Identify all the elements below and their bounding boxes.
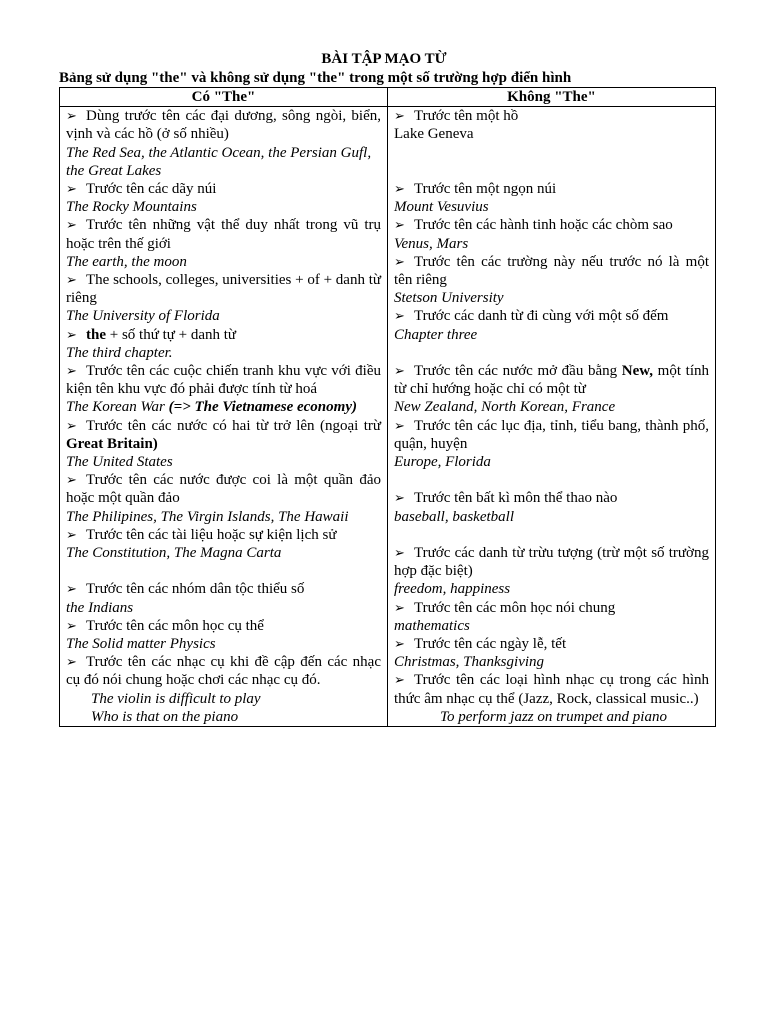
rule-item: ➢ Trước tên các loại hình nhạc cụ trong các hình thức âm nhạc cụ thể (Jazz, Rock, classical music..) [394, 672, 709, 707]
example-text: The Constitution, The Magna Carta [66, 545, 282, 562]
bullet-arrow-icon: ➢ [394, 636, 405, 652]
bullet-arrow-icon: ➢ [66, 108, 77, 124]
rule-item: ➢ Trước các danh từ đi cùng với một số đếm [394, 308, 669, 325]
bullet-arrow-icon: ➢ [394, 672, 405, 688]
example-text: baseball, basketball [394, 508, 514, 525]
rule-item: ➢ Trước tên các môn học cụ thể [66, 617, 264, 634]
rule-item: ➢ Trước tên các môn học nói chung [394, 599, 616, 616]
rule-item: ➢ Trước tên các nhóm dân tộc thiểu số [66, 581, 305, 598]
page-title: BÀI TẬP MẠO TỪ [321, 51, 447, 67]
spacer [394, 526, 709, 544]
bullet-arrow-icon: ➢ [66, 417, 77, 433]
rule-item: ➢ Trước tên các nhạc cụ khi đề cập đến các nhạc cụ đó nói chung hoặc chơi các nhạc cụ đó. [66, 654, 381, 689]
example-text: Europe, Florida [394, 454, 491, 471]
rule-item: ➢ Trước tên một hồ [394, 108, 519, 125]
bullet-arrow-icon: ➢ [66, 217, 77, 233]
rule-item: ➢ Trước tên các nước được coi là một quần đảo hoặc một quần đảo [66, 472, 381, 507]
bullet-arrow-icon: ➢ [394, 180, 405, 196]
bullet-arrow-icon: ➢ [66, 654, 77, 670]
bullet-arrow-icon: ➢ [66, 617, 77, 633]
bullet-arrow-icon: ➢ [66, 272, 77, 288]
spacer [394, 144, 709, 162]
page-subtitle: Bảng sử dụng "the" và không sử dụng "the" trong một số trường hợp điển hình [59, 70, 572, 86]
rule-item: ➢ Trước tên các trường này nếu trước nó là một tên riêng [394, 253, 709, 288]
bullet-arrow-icon: ➢ [394, 490, 405, 506]
rule-item: ➢ Trước tên một ngọn núi [394, 180, 557, 197]
example-text: The Red Sea, the Atlantic Ocean, the Persian Gufl, the Great Lakes [66, 144, 372, 179]
rule-item: ➢ Dùng trước tên các đại dương, sông ngòi, biển, vịnh và các hồ (ở số nhiều) [66, 108, 381, 143]
bullet-arrow-icon: ➢ [66, 326, 77, 342]
bullet-arrow-icon: ➢ [66, 581, 77, 597]
rule-item: ➢ Trước tên các nước mở đầu bằng New, một tính từ chỉ hướng hoặc chỉ có một từ [394, 363, 709, 398]
example-text: mathematics [394, 617, 470, 634]
example-text: To perform jazz on trumpet and piano [440, 708, 667, 725]
bullet-arrow-icon: ➢ [394, 217, 405, 233]
spacer [66, 562, 381, 580]
rule-item: ➢ Trước tên các nước có hai từ trở lên (ngoại trừ Great Britain) [66, 417, 381, 452]
spacer [394, 162, 709, 180]
table-row [60, 107, 716, 727]
example-text: Who is that on the piano [91, 708, 239, 725]
example-text: New Zealand, North Korean, France [394, 399, 616, 416]
rule-item: ➢ Trước tên bất kì môn thể thao nào [394, 490, 618, 507]
example-text: Venus, Mars [394, 235, 469, 252]
example-text: Mount Vesuvius [394, 199, 489, 216]
example-text: freedom, happiness [394, 581, 511, 598]
example-text: The third chapter. [66, 344, 173, 361]
rule-item: ➢ Trước tên các dãy núi [66, 181, 217, 198]
example-text: Stetson University [394, 290, 504, 307]
spacer [394, 344, 709, 362]
example-text: The earth, the moon [66, 253, 187, 270]
bullet-arrow-icon: ➢ [66, 526, 77, 542]
usage-table [59, 87, 716, 727]
example-text: The violin is difficult to play [91, 690, 261, 707]
example-text: The Solid matter Physics [66, 636, 216, 653]
header-with-the: Có "The" [60, 88, 388, 107]
bullet-arrow-icon: ➢ [394, 545, 405, 560]
bullet-arrow-icon: ➢ [394, 363, 405, 378]
bullet-arrow-icon: ➢ [394, 253, 405, 269]
example-text: The Korean War (=> The Vietnamese economy) [66, 399, 357, 416]
bullet-arrow-icon: ➢ [394, 108, 405, 124]
example-text: The University of Florida [66, 308, 220, 325]
rule-item: ➢ Trước các danh từ trừu tượng (trừ một số trường hợp đặc biệt) [394, 545, 709, 580]
example-text: Chapter three [394, 326, 478, 343]
rule-item: ➢ Trước tên những vật thể duy nhất trong vũ trụ hoặc trên thế giới [66, 217, 381, 252]
rule-item: ➢ The schools, colleges, universities + of + danh từ riêng [66, 272, 381, 307]
bullet-arrow-icon: ➢ [394, 417, 405, 433]
example-text: The Rocky Mountains [66, 199, 197, 216]
rule-item: ➢ Trước tên các tài liệu hoặc sự kiện lịch sử [66, 526, 337, 543]
rule-item: ➢ Trước tên các lục địa, tỉnh, tiểu bang, thành phố, quận, huyện [394, 417, 709, 452]
example-text: the Indians [66, 599, 134, 616]
example-text: The United States [66, 454, 173, 471]
bullet-arrow-icon: ➢ [394, 599, 405, 615]
spacer [394, 471, 709, 489]
bullet-arrow-icon: ➢ [66, 472, 77, 488]
rule-item: ➢ Trước tên các ngày lễ, tết [394, 636, 567, 653]
example-text: Lake Geneva [394, 126, 474, 143]
header-without-the: Không "The" [388, 88, 716, 107]
rule-item: ➢ Trước tên các cuộc chiến tranh khu vực với điều kiện tên khu vực đó phải được tính từ hoá [66, 363, 381, 398]
column-without-the [388, 107, 716, 727]
bullet-arrow-icon: ➢ [66, 181, 77, 197]
bullet-arrow-icon: ➢ [66, 363, 77, 379]
example-text: Christmas, Thanksgiving [394, 654, 545, 671]
example-text: The Philipines, The Virgin Islands, The Hawaii [66, 508, 349, 525]
rule-item: ➢ Trước tên các hành tinh hoặc các chòm sao [394, 217, 673, 234]
bullet-arrow-icon: ➢ [394, 308, 405, 324]
table-header-row [60, 88, 716, 107]
column-with-the [60, 107, 388, 727]
rule-item: ➢ the + số thứ tự + danh từ [66, 326, 237, 343]
